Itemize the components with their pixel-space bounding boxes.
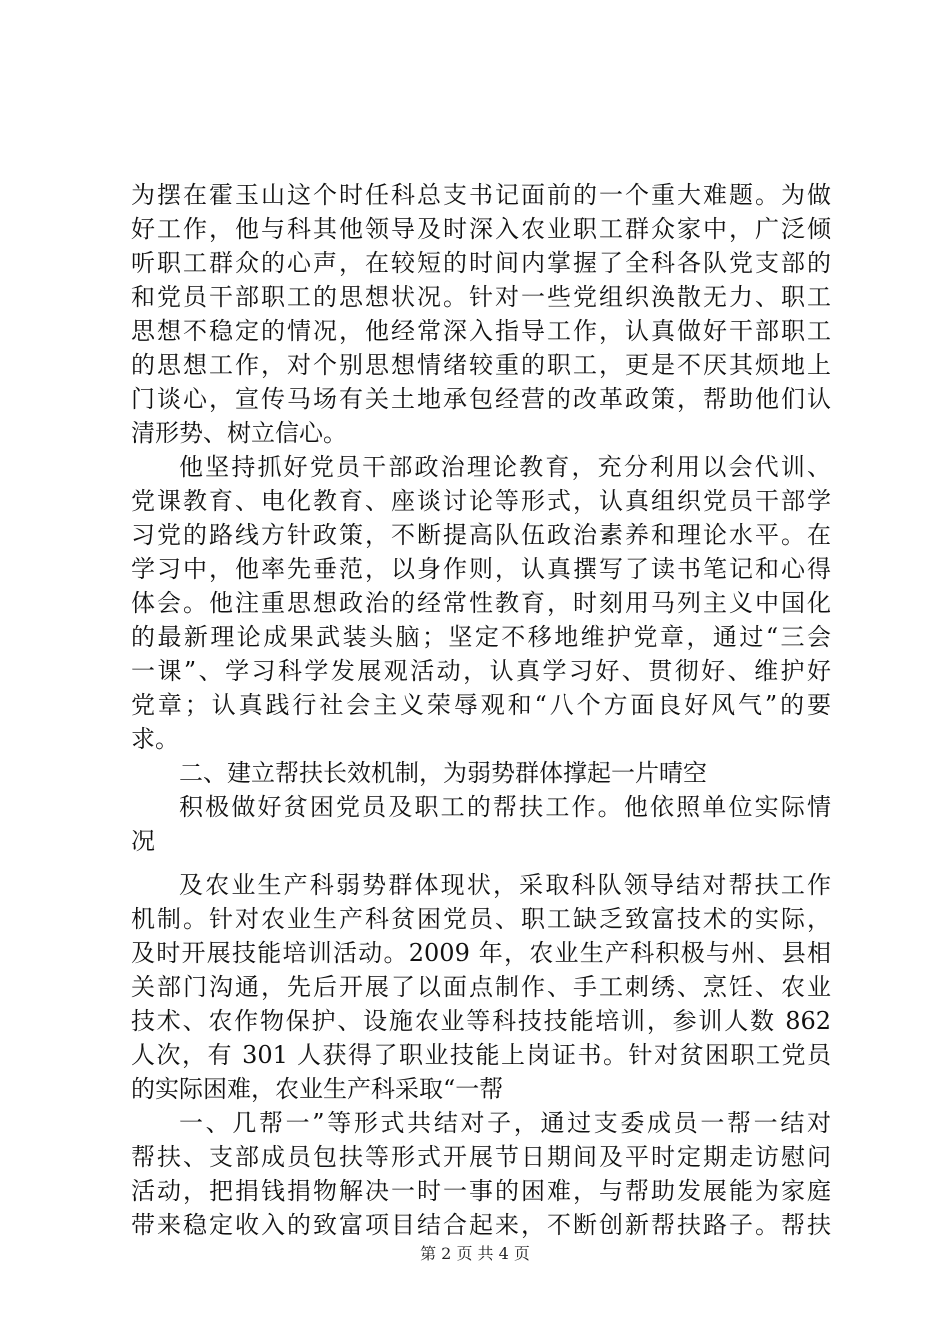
text-line: 带来稳定收入的致富项目结合起来，不断创新帮扶路子。帮扶 — [131, 1211, 831, 1239]
text-line: 关部门沟通，先后开展了以面点制作、手工刺绣、烹饪、农业 — [131, 973, 831, 1001]
text-line: 及时开展技能培训活动。2009 年，农业生产科积极与州、县相 — [131, 939, 831, 967]
text-line: 况 — [131, 827, 155, 855]
text-line: 听职工群众的心声，在较短的时间内掌握了全科各队党支部的 — [131, 249, 831, 277]
text-line: 活动，把捐钱捐物解决一时一事的困难，与帮助发展能为家庭 — [131, 1177, 831, 1205]
text-line: 清形势、树立信心。 — [131, 419, 347, 447]
text-line: 党章；认真践行社会主义荣辱观和“八个方面良好风气”的要 — [131, 691, 831, 719]
text-line: 一课”、学习科学发展观活动，认真学习好、贯彻好、维护好 — [131, 657, 831, 685]
text-line: 为摆在霍玉山这个时任科总支书记面前的一个重大难题。为做 — [131, 181, 831, 209]
text-line: 学习中，他率先垂范，以身作则，认真撰写了读书笔记和心得 — [131, 555, 831, 583]
text-line: 人次，有 301 人获得了职业技能上岗证书。针对贫困职工党员 — [131, 1041, 831, 1069]
page-number-footer: 第 2 页 共 4 页 — [420, 1244, 530, 1263]
text-line: 机制。针对农业生产科贫困党员、职工缺乏致富技术的实际， — [131, 905, 831, 933]
paragraph-first-line: 他坚持抓好党员干部政治理论教育，充分利用以会代训、 — [179, 453, 831, 481]
text-line: 体会。他注重思想政治的经常性教育，时刻用马列主义中国化 — [131, 589, 831, 617]
text-line: 好工作，他与科其他领导及时深入农业职工群众家中，广泛倾 — [131, 215, 831, 243]
text-line: 的思想工作，对个别思想情绪较重的职工，更是不厌其烦地上 — [131, 351, 831, 379]
text-line: 求。 — [131, 725, 179, 753]
section-heading: 二、建立帮扶长效机制，为弱势群体撑起一片晴空 — [179, 759, 707, 787]
text-line: 和党员干部职工的思想状况。针对一些党组织涣散无力、职工 — [131, 283, 831, 311]
text-line: 门谈心，宣传马场有关土地承包经营的改革政策，帮助他们认 — [131, 385, 831, 413]
text-line: 的最新理论成果武装头脑；坚定不移地维护党章，通过“三会 — [131, 623, 831, 651]
text-line: 帮扶、支部成员包扶等形式开展节日期间及平时定期走访慰问 — [131, 1143, 831, 1171]
text-line: 的实际困难，农业生产科采取“一帮 — [131, 1075, 504, 1103]
text-line: 党课教育、电化教育、座谈讨论等形式，认真组织党员干部学 — [131, 487, 831, 515]
paragraph-first-line: 及农业生产科弱势群体现状，采取科队领导结对帮扶工作 — [179, 871, 831, 899]
paragraph-first-line: 积极做好贫困党员及职工的帮扶工作。他依照单位实际情 — [179, 793, 831, 821]
text-line: 思想不稳定的情况，他经常深入指导工作，认真做好干部职工 — [131, 317, 831, 345]
text-line: 习党的路线方针政策，不断提高队伍政治素养和理论水平。在 — [131, 521, 831, 549]
text-line: 技术、农作物保护、设施农业等科技技能培训，参训人数 862 — [131, 1007, 831, 1035]
paragraph-first-line: 一、几帮一”等形式共结对子，通过支委成员一帮一结对 — [179, 1109, 831, 1137]
